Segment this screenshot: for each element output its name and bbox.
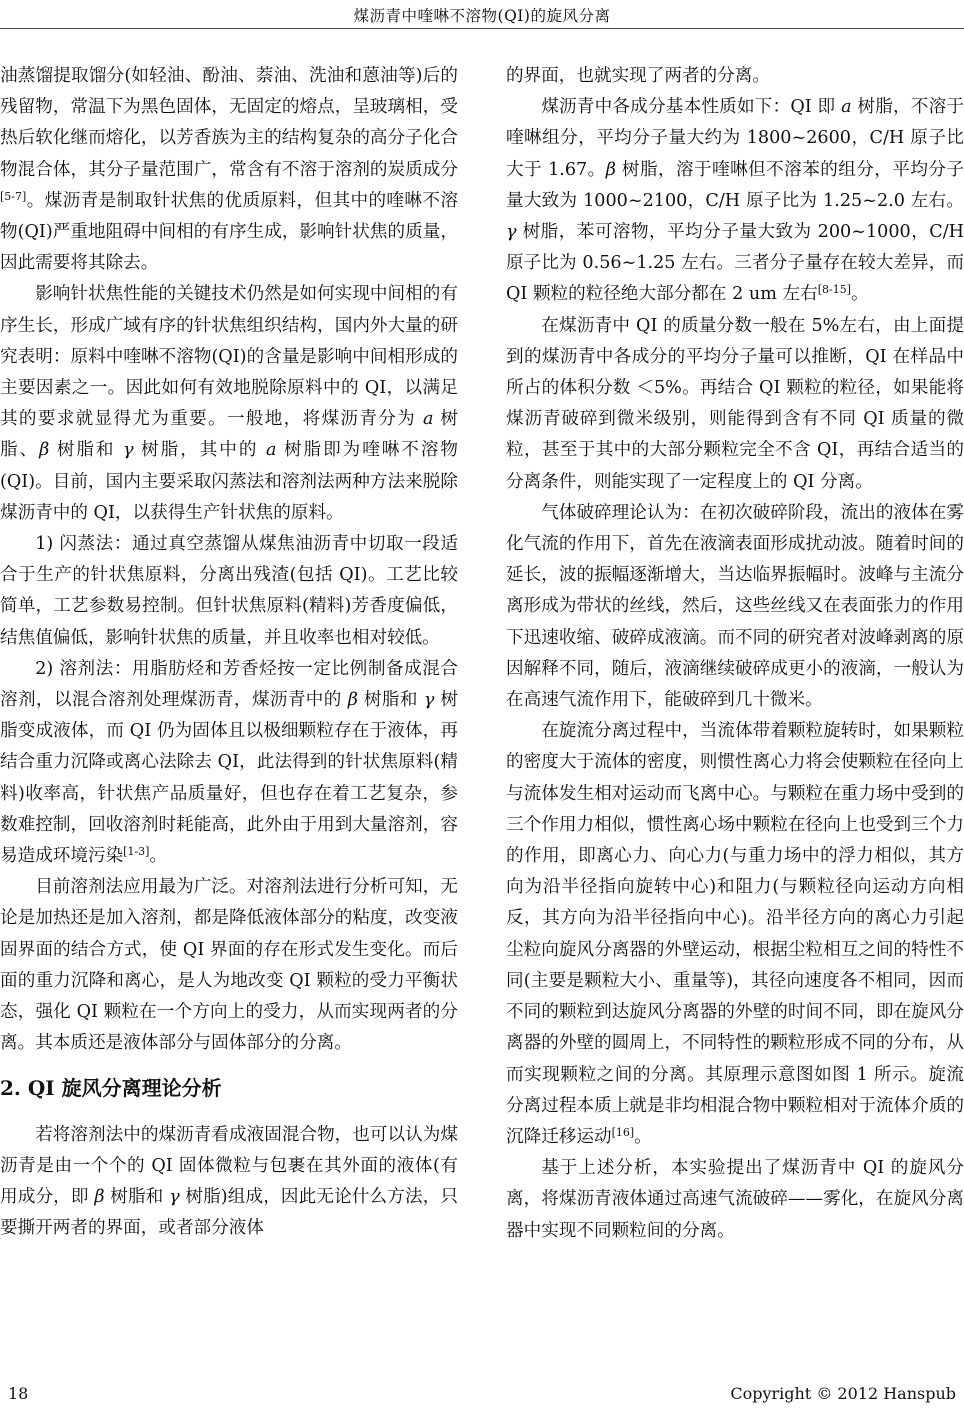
text: 2) 溶剂法：用脂肪烃和芳香烃按一定比例制备成混合溶剂，以混合溶剂处理煤沥青，煤沥青中的 — [0, 658, 458, 711]
text: 树脂和 — [49, 440, 124, 461]
paragraph: 在煤沥青中 QI 的质量分数一般在 5%左右，由上面提到的煤沥青中各成分的平均分子量可以推断，QI 在样品中所占的体积分数 ＜5%。再结合 QI 颗粒的粒径，如果能将煤沥青破碎到微米级别，则能得到含有不同 QI 质量的微粒，甚至于其中的大部分颗粒完全不含 QI，再结合适当的分离条件，则能实现了一定程度上的 QI 分离。 — [506, 315, 964, 492]
text: 树脂，苯可溶物，平均分子量大致为 200~1000，C/H 原子比为 0.56~1.25 左右。三者分子量存在较大差异，而 QI 颗粒的粒径绝大部分都在 2 um 左右 — [506, 222, 964, 305]
text: 树脂，溶于喹啉但不溶苯的组分，平均分子量大致为 1000~2100，C/H 原子比为 1.25~2.0 左右。 — [506, 159, 964, 211]
page-number: 18 — [8, 1384, 29, 1403]
paragraph: 的界面，也就实现了两者的分离。 — [506, 66, 770, 86]
greek-beta: β — [39, 440, 50, 461]
paragraph — [506, 716, 964, 1153]
text: 树脂)组成，因此无论什么方法，只要撕开两者的界面，或者部分液体 — [0, 1186, 459, 1239]
text: 。 — [634, 1126, 652, 1147]
greek-alpha: a — [841, 97, 852, 118]
greek-beta: β — [347, 690, 358, 711]
paragraph — [0, 279, 458, 529]
text: 影响针状焦性能的关键技术仍然是如何实现中间相的有序生长，形成广域有序的针状焦组织结构，国内外大量的研究表明：原料中喹啉不溶物(QI)的含量是影响中间相形成的主要因素之一。因此如何有效地脱除原料中的 QI，以满足其的要求就显得尤为重要。一般地，将煤沥青分为 — [0, 284, 458, 430]
greek-alpha: a — [422, 409, 434, 430]
paragraph — [0, 654, 458, 872]
text: 树脂变成液体，而 QI 仍为固体且以极细颗粒存在于液体，再结合重力沉降或离心法除去 QI，此法得到的针状焦原料(精料)收率高，针状焦产品质量好，但也存在着工艺复杂，参数难控制，回收溶剂时耗能高，此外由于用到大量溶剂，容易造成环境污染 — [0, 690, 459, 867]
header-rule — [0, 28, 964, 29]
right-column — [506, 61, 964, 1247]
text: 树脂，其中的 — [133, 440, 266, 461]
text: 若将溶剂法中的煤沥青看成液固混合物，也可以认为煤沥青是由一个个的 QI 固体微粒与包裹在其外面的液体(有用成分，即 — [0, 1124, 458, 1207]
text: 。 — [850, 284, 869, 305]
greek-alpha: a — [265, 440, 277, 461]
greek-beta: β — [94, 1186, 105, 1207]
paragraph — [0, 61, 458, 279]
text: 树脂、 — [0, 409, 458, 461]
greek-gamma: γ — [123, 440, 134, 461]
paragraph: 目前溶剂法应用最为广泛。对溶剂法进行分析可知，无论是加热还是加入溶剂，都是降低液体部分的粘度，改变液固界面的结合方式，使 QI 界面的存在形式发生变化。而后面的重力沉降和离心，是人为地改变 QI 颗粒的受力平衡状态，强化 QI 颗粒在一个方向上的受力，从而实现两者的分离。其本质还是液体部分与固体部分的分离。 — [0, 877, 458, 1054]
text: 在旋流分离过程中，当流体带着颗粒旋转时，如果颗粒的密度大于流体的密度，则惯性离心力将会使颗粒在径向上与流体发生相对运动而飞离中心。与颗粒在重力场中受到的三个作用力相似，惯性离心场中颗粒在径向上也受到三个力的作用，即离心力、向心力(与重力场中的浮力相似，其方向为沿半径指向旋转中心)和阻力(与颗粒径向运动方向相反，其方向为沿半径指向中心)。沿半径方向的离心力引起尘粒向旋风分离器的外壁运动，根据尘粒相互之间的特性不同(主要是颗粒大小、重量等)，其径向速度各不相同，因而不同的颗粒到达旋风分离器的外壁的时间不同，即在旋风分离器的外壁的圆周上，不同特性的颗粒形成不同的分布，从而实现颗粒之间的分离。其原理示意图如图 1 所示。旋流分离过程本质上就是非均相混合物中颗粒相对于流体介质的沉降迁移运动 — [506, 721, 964, 1147]
greek-beta: β — [605, 159, 616, 180]
text: 油蒸馏提取馏分(如轻油、酚油、萘油、洗油和蒽油等)后的残留物，常温下为黑色固体，无固定的熔点，呈玻璃相，受热后软化继而熔化，以芳香族为主的结构复杂的高分子化合物混合体，其分子量范围广，常含有不溶于溶剂的炭质成分 — [0, 66, 458, 180]
paragraph: 基于上述分析，本实验提出了煤沥青中 QI 的旋风分离，将煤沥青液体通过高速气流破碎——雾化，在旋风分离器中实现不同颗粒间的分离。 — [506, 1158, 964, 1241]
text: 树脂和 — [104, 1186, 170, 1207]
running-header-title: 煤沥青中喹啉不溶物(QI)的旋风分离 — [353, 7, 611, 25]
paragraph — [506, 92, 964, 310]
citation: [8-15] — [817, 283, 851, 297]
greek-gamma: γ — [169, 1186, 180, 1207]
paragraph: 气体破碎理论认为：在初次破碎阶段，流出的液体在雾化气流的作用下，首先在液滴表面形成扰动波。随着时间的延长，波的振幅逐渐增大，当达临界振幅时。波峰与主流分离形成为带状的丝线，然后，这些丝线又在表面张力的作用下迅速收缩、破碎成液滴。而不同的研究者对波峰剥离的原因解释不同，随后，液滴继续破碎成更小的液滴，一般认为在高速气流作用下，能破碎到几十微米。 — [506, 502, 964, 711]
paragraph: 1) 闪蒸法：通过真空蒸馏从煤焦油沥青中切取一段适合于生产的针状焦原料，分离出残渣(包括 QI)。工艺比较简单，工艺参数易控制。但针状焦原料(精料)芳香度偏低，结焦值偏低，影响针状焦的质量，并且收率也相对较低。 — [0, 534, 458, 648]
section-heading: 2. QI 旋风分离理论分析 — [0, 1075, 222, 1100]
citation: [5-7] — [0, 189, 27, 203]
greek-gamma: γ — [506, 222, 517, 243]
text: 树脂，不溶于喹啉组分，平均分子量大约为 1800~2600，C/H 原子比大于 1.67。 — [506, 97, 964, 180]
paragraph — [0, 1120, 458, 1245]
text: 树脂即为喹啉不溶物(QI)。目前，国内主要采取闪蒸法和溶剂法两种方法来脱除煤沥青中的 QI，以获得生产针状焦的原料。 — [0, 440, 458, 523]
text: 树脂和 — [357, 690, 424, 711]
text: 。煤沥青是制取针状焦的优质原料，但其中的喹啉不溶物(QI)严重地阻碍中间相的有序生成，影响针状焦的质量，因此需要将其除去。 — [0, 190, 458, 274]
citation: [16] — [611, 1125, 635, 1139]
left-column — [0, 61, 458, 1244]
text: 。 — [149, 846, 168, 867]
text: 煤沥青中各成分基本性质如下：QI 即 — [541, 97, 842, 118]
citation: [1-3] — [123, 845, 150, 859]
copyright-notice: Copyright © 2012 Hanspub — [730, 1384, 956, 1403]
greek-gamma: γ — [423, 690, 435, 711]
